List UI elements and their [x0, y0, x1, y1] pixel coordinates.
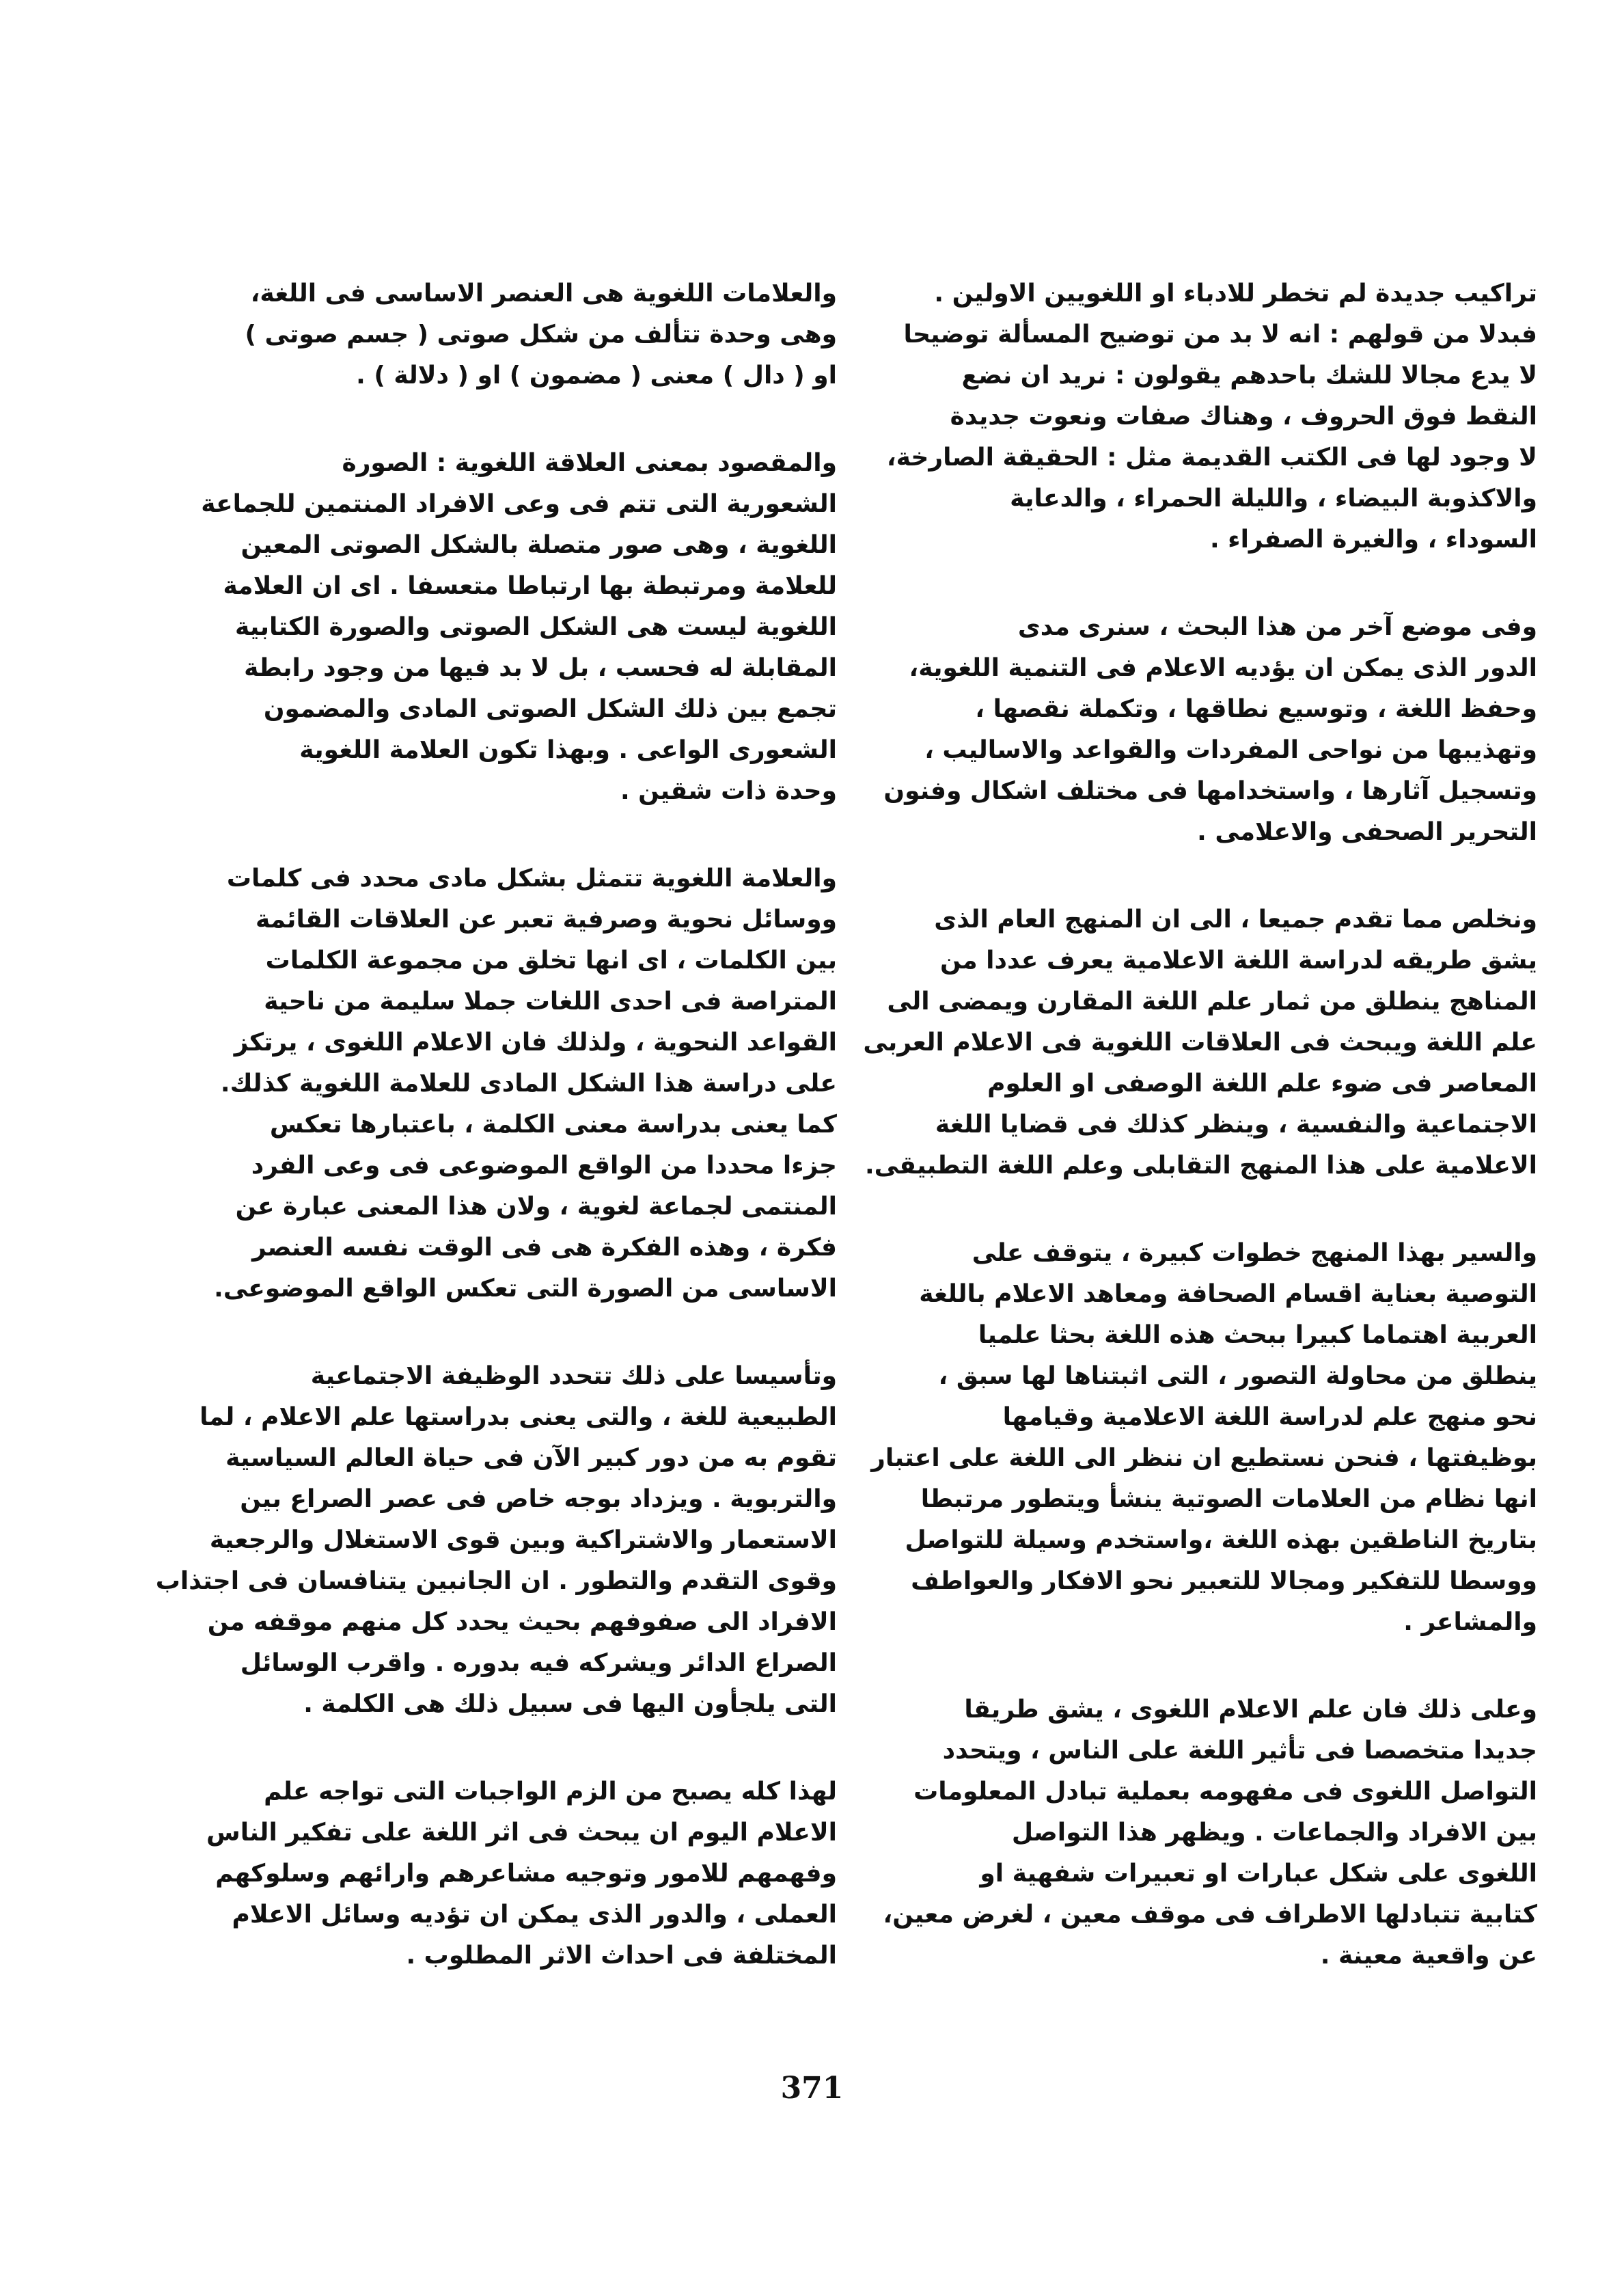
text-line: المختلفة فى احداث الاثر المطلوب .: [406, 1942, 837, 1970]
text-line: السوداء ، والغيرة الصفراء .: [1209, 526, 1537, 554]
text-line: وحدة ذات شقين .: [620, 777, 837, 805]
text-line: النقط فوق الحروف ، وهناك صفات ونعوت جديدة: [950, 403, 1537, 431]
paragraph: [847, 607, 1537, 853]
text-line: جزءا محددا من الواقع الموضوعى فى وعى الفرد: [251, 1152, 837, 1180]
text-line: فبدلا من قولهم : انه لا بد من توضيح المسألة توضيحا: [903, 321, 1537, 349]
text-line: وفى موضع آخر من هذا البحث ، سنرى مدى: [1017, 613, 1537, 641]
text-line: الاعلام اليوم ان يبحث فى اثر اللغة على تفكير الناس: [206, 1819, 837, 1847]
text-line: التحرير الصحفى والاعلامى .: [1197, 818, 1537, 846]
text-line: ينطلق من محاولة التصور ، التى اثبتناها لها سبق ،: [938, 1362, 1537, 1390]
text-line: والسير بهذا المنهج خطوات كبيرة ، يتوقف على: [972, 1239, 1537, 1267]
text-line: الشعورى الواعى . وبهذا تكون العلامة اللغوية: [299, 736, 837, 764]
text-line: المنتمى لجماعة لغوية ، ولان هذا المعنى عبارة عن: [235, 1193, 837, 1221]
text-line: التواصل اللغوى فى مفهومه بعملية تبادل المعلومات: [913, 1778, 1537, 1806]
text-line: وحفظ اللغة ، وتوسيع نطاقها ، وتكملة نقصها ،: [975, 695, 1537, 723]
text-line: الاجتماعية والنفسية ، وينظر كذلك فى قضايا اللغة: [935, 1111, 1537, 1139]
text-line: الطبيعية للغة ، والتى يعنى بدراستها علم الاعلام ، لما: [199, 1403, 837, 1431]
text-line: عن واقعية معينة .: [1320, 1942, 1537, 1970]
text-line: والتربوية . ويزداد بوجه خاص فى عصر الصراع بين: [240, 1485, 837, 1513]
text-line: بين الافراد والجماعات . ويظهر هذا التواصل: [1011, 1819, 1537, 1847]
text-line: المتراصة فى احدى اللغات جملا سليمة من ناحية: [264, 988, 837, 1016]
text-line: والمقصود بمعنى العلاقة اللغوية : الصورة: [342, 449, 837, 477]
text-line: بتاريخ الناطقين بهذه اللغة ،واستخدم وسيلة للتواصل: [905, 1526, 1537, 1554]
text-line: الدور الذى يمكن ان يؤديه الاعلام فى التنمية اللغوية،: [909, 654, 1537, 682]
text-line: والعلامات اللغوية هى العنصر الاساسى فى اللغة،: [250, 280, 837, 308]
text-line: الاستعمار والاشتراكية وبين قوى الاستغلال والرجعية: [209, 1526, 837, 1554]
text-line: المعاصر فى ضوء علم اللغة الوصفى او العلوم: [987, 1070, 1537, 1098]
text-line: تجمع بين ذلك الشكل الصوتى المادى والمضمون: [263, 695, 837, 723]
paragraph: [147, 858, 837, 1309]
text-line: على دراسة هذا الشكل المادى للعلامة اللغوية كذلك.: [220, 1070, 837, 1098]
text-line: الاعلامية على هذا المنهج التقابلى وعلم اللغة التطبيقى.: [864, 1152, 1537, 1180]
text-line: لا يدع مجالا للشك باحدهم يقولون : نريد ان نضع: [961, 362, 1537, 390]
text-line: للعلامة ومرتبطة بها ارتباطا متعسفا . اى ان العلامة: [223, 572, 837, 600]
text-line: اللغوى على شكل عبارات او تعبيرات شفهية او: [980, 1860, 1537, 1888]
text-line: الاساسى من الصورة التى تعكس الواقع الموضوعى.: [214, 1275, 837, 1303]
text-line: لهذا كله يصبح من الزم الواجبات التى تواجه علم: [264, 1778, 837, 1806]
paragraph: [847, 1233, 1537, 1643]
text-line: والمشاعر .: [1403, 1608, 1537, 1636]
text-line: بوظيفتها ، فنحن نستطيع ان ننظر الى اللغة على اعتبار: [871, 1444, 1537, 1472]
paragraph: [147, 443, 837, 812]
text-line: وفهمهم للامور وتوجيه مشاعرهم وارائهم وسلوكهم: [215, 1860, 837, 1888]
text-line: علم اللغة ويبحث فى العلاقات اللغوية فى الاعلام العربى: [863, 1029, 1537, 1057]
text-line: العربية اهتماما كبيرا ببحث هذه اللغة بحثا علميا: [978, 1321, 1537, 1349]
paragraph: [847, 899, 1537, 1186]
text-line: فكرة ، وهذه الفكرة هى فى الوقت نفسه العنصر: [252, 1234, 837, 1262]
paragraph: [147, 1356, 837, 1725]
right-column: [847, 273, 1537, 2023]
text-line: انها نظام من العلامات الصوتية ينشأ ويتطور مرتبطا: [920, 1485, 1537, 1513]
text-line: يشق طريقه لدراسة اللغة الاعلامية يعرف عددا من: [939, 947, 1537, 975]
text-line: الصراع الدائر ويشركه فيه بدوره . واقرب الوسائل: [240, 1649, 837, 1677]
paragraph: [147, 273, 837, 396]
text-line: وتسجيل آثارها ، واستخدامها فى مختلف اشكال وفنون: [883, 777, 1537, 805]
text-line: تراكيب جديدة لم تخطر للادباء او اللغويين الاولين .: [934, 280, 1537, 308]
text-line: وهى وحدة تتألف من شكل صوتى ( جسم صوتى ): [245, 321, 837, 349]
text-line: وقوى التقدم والتطور . ان الجانبين يتنافسان فى اجتذاب: [155, 1567, 837, 1595]
text-line: الافراد الى صفوفهم بحيث يحدد كل منهم موقفه من: [207, 1608, 837, 1636]
text-line: ووسطا للتفكير ومجالا للتعبير نحو الافكار والعواطف: [911, 1567, 1537, 1595]
text-line: كتابية تتبادلها الاطراف فى موقف معين ، لغرض معين،: [883, 1901, 1537, 1929]
text-line: ونخلص مما تقدم جميعا ، الى ان المنهج العام الذى: [934, 906, 1537, 934]
text-line: وعلى ذلك فان علم الاعلام اللغوى ، يشق طريقا: [964, 1696, 1537, 1724]
text-line: جديدا متخصصا فى تأثير اللغة على الناس ، ويتحدد: [942, 1737, 1537, 1765]
text-line: تقوم به من دور كبير الآن فى حياة العالم السياسية: [225, 1444, 837, 1472]
text-line: القواعد النحوية ، ولذلك فان الاعلام اللغوى ، يرتكز: [234, 1029, 837, 1057]
text-line: ووسائل نحوية وصرفية تعبر عن العلاقات القائمة: [255, 906, 837, 934]
text-line: وتهذيبها من نواحى المفردات والقواعد والاساليب ،: [924, 736, 1537, 764]
text-line: اللغوية ، وهى صور متصلة بالشكل الصوتى المعين: [240, 531, 837, 559]
text-line: وتأسيسا على ذلك تتحدد الوظيفة الاجتماعية: [310, 1362, 837, 1390]
text-line: او ( دال ) معنى ( مضمون ) او ( دلالة ) .: [356, 362, 837, 390]
text-line: كما يعنى بدراسة معنى الكلمة ، باعتبارها تعكس: [269, 1111, 837, 1139]
text-line: لا وجود لها فى الكتب القديمة مثل : الحقيقة الصارخة،: [886, 444, 1537, 472]
text-line: المناهج ينطلق من ثمار علم اللغة المقارن ويمضى الى: [887, 988, 1537, 1016]
text-line: والاكذوبة البيضاء ، والليلة الحمراء ، والدعاية: [1010, 485, 1537, 513]
left-column: [147, 273, 837, 2023]
paragraph: [847, 1689, 1537, 1976]
text-line: بين الكلمات ، اى انها تخلق من مجموعة الكلمات: [265, 947, 837, 975]
page-number: 371: [780, 2071, 844, 2106]
text-line: العملى ، والدور الذى يمكن ان تؤديه وسائل الاعلام: [232, 1901, 837, 1929]
text-line: والعلامة اللغوية تتمثل بشكل مادى محدد فى كلمات: [226, 865, 837, 893]
paragraph: [847, 273, 1537, 560]
paragraph: [147, 1771, 837, 1976]
text-line: الشعورية التى تتم فى وعى الافراد المنتمين للجماعة: [201, 490, 837, 518]
text-line: التوصية بعناية اقسام الصحافة ومعاهد الاعلام باللغة: [919, 1280, 1537, 1308]
text-line: اللغوية ليست هى الشكل الصوتى والصورة الكتابية: [234, 613, 837, 641]
text-line: نحو منهج علم لدراسة اللغة الاعلامية وقيامها: [1002, 1403, 1537, 1431]
text-line: التى يلجأون اليها فى سبيل ذلك هى الكلمة .: [303, 1690, 837, 1718]
text-line: المقابلة له فحسب ، بل لا بد فيها من وجود رابطة: [244, 654, 837, 682]
